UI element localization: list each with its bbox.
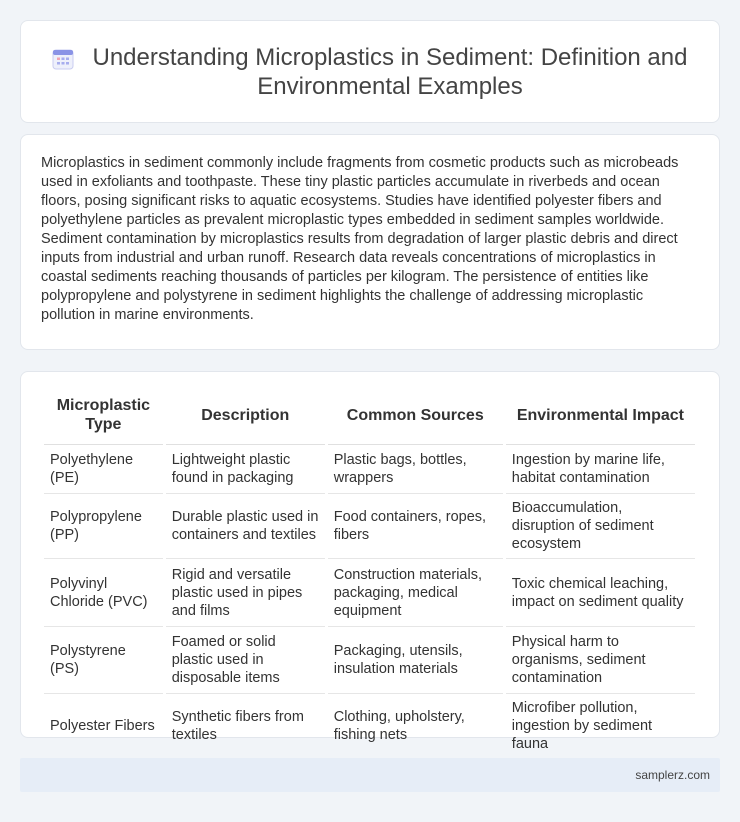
table-cell: Polyvinyl Chloride (PVC) [44,559,163,627]
intro-paragraph: Microplastics in sediment commonly include fragments from cosmetic products such as microbeads used in exfoliants and toothpaste. These tiny plastic particles accumulate in riverbeds and ocean floors, posing significant risks to aquatic ecosystems. Studies have identified polyester fibers and polyethylene particles as prevalent microplastic types embedded in sediment samples worldwide. Sediment contamination by microplastics results from degradation of larger plastic debris and direct inputs from industrial and urban runoff. Research data reveals concentrations of microplastics in coastal sediments reaching thousands of particles per kilogram. The persistence of entities like polypropylene and polystyrene in sediment highlights the challenge of addressing microplastic pollution in marine environments. [41,155,679,323]
column-header: Environmental Impact [506,390,695,445]
table-row [44,494,695,559]
table-cell: Durable plastic used in containers and textiles [166,494,325,559]
header-inner [21,21,719,122]
table-cell: Food containers, ropes, fibers [328,494,503,559]
table-cell: Polyester Fibers [44,694,163,759]
column-header: Description [166,390,325,445]
header-card [20,20,720,123]
microplastics-table [41,390,698,759]
table-cell: Plastic bags, bottles, wrappers [328,445,503,494]
table-cell: Physical harm to organisms, sediment contamination [506,627,695,694]
column-header: Microplastic Type [44,390,163,445]
table-cell: Construction materials, packaging, medical equipment [328,559,503,627]
table-header-row [44,390,695,445]
table-cell: Polyethylene (PE) [44,445,163,494]
table-cell: Rigid and versatile plastic used in pipes and films [166,559,325,627]
table-cell: Synthetic fibers from textiles [166,694,325,759]
table-cell: Toxic chemical leaching, impact on sediment quality [506,559,695,627]
footer-site-link[interactable]: samplerz.com [635,768,710,782]
table-cell: Clothing, upholstery, fishing nets [328,694,503,759]
table-cell: Microfiber pollution, ingestion by sediment fauna [506,694,695,759]
column-header: Common Sources [328,390,503,445]
table-row [44,559,695,627]
table-cell: Ingestion by marine life, habitat contamination [506,445,695,494]
table-row [44,445,695,494]
table-cell: Foamed or solid plastic used in disposable items [166,627,325,694]
table-row [44,627,695,694]
table-cell: Polypropylene (PP) [44,494,163,559]
footer [20,758,720,792]
page-title: Understanding Microplastics in Sediment: Definition and Environmental Examples [92,43,688,100]
table-cell: Lightweight plastic found in packaging [166,445,325,494]
table-cell: Bioaccumulation, disruption of sediment ecosystem [506,494,695,559]
intro-card [20,134,720,350]
calendar-icon [52,48,74,70]
table-row [44,694,695,759]
table-card [20,371,720,752]
table-cell: Polystyrene (PS) [44,627,163,694]
table-cell: Packaging, utensils, insulation materials [328,627,503,694]
